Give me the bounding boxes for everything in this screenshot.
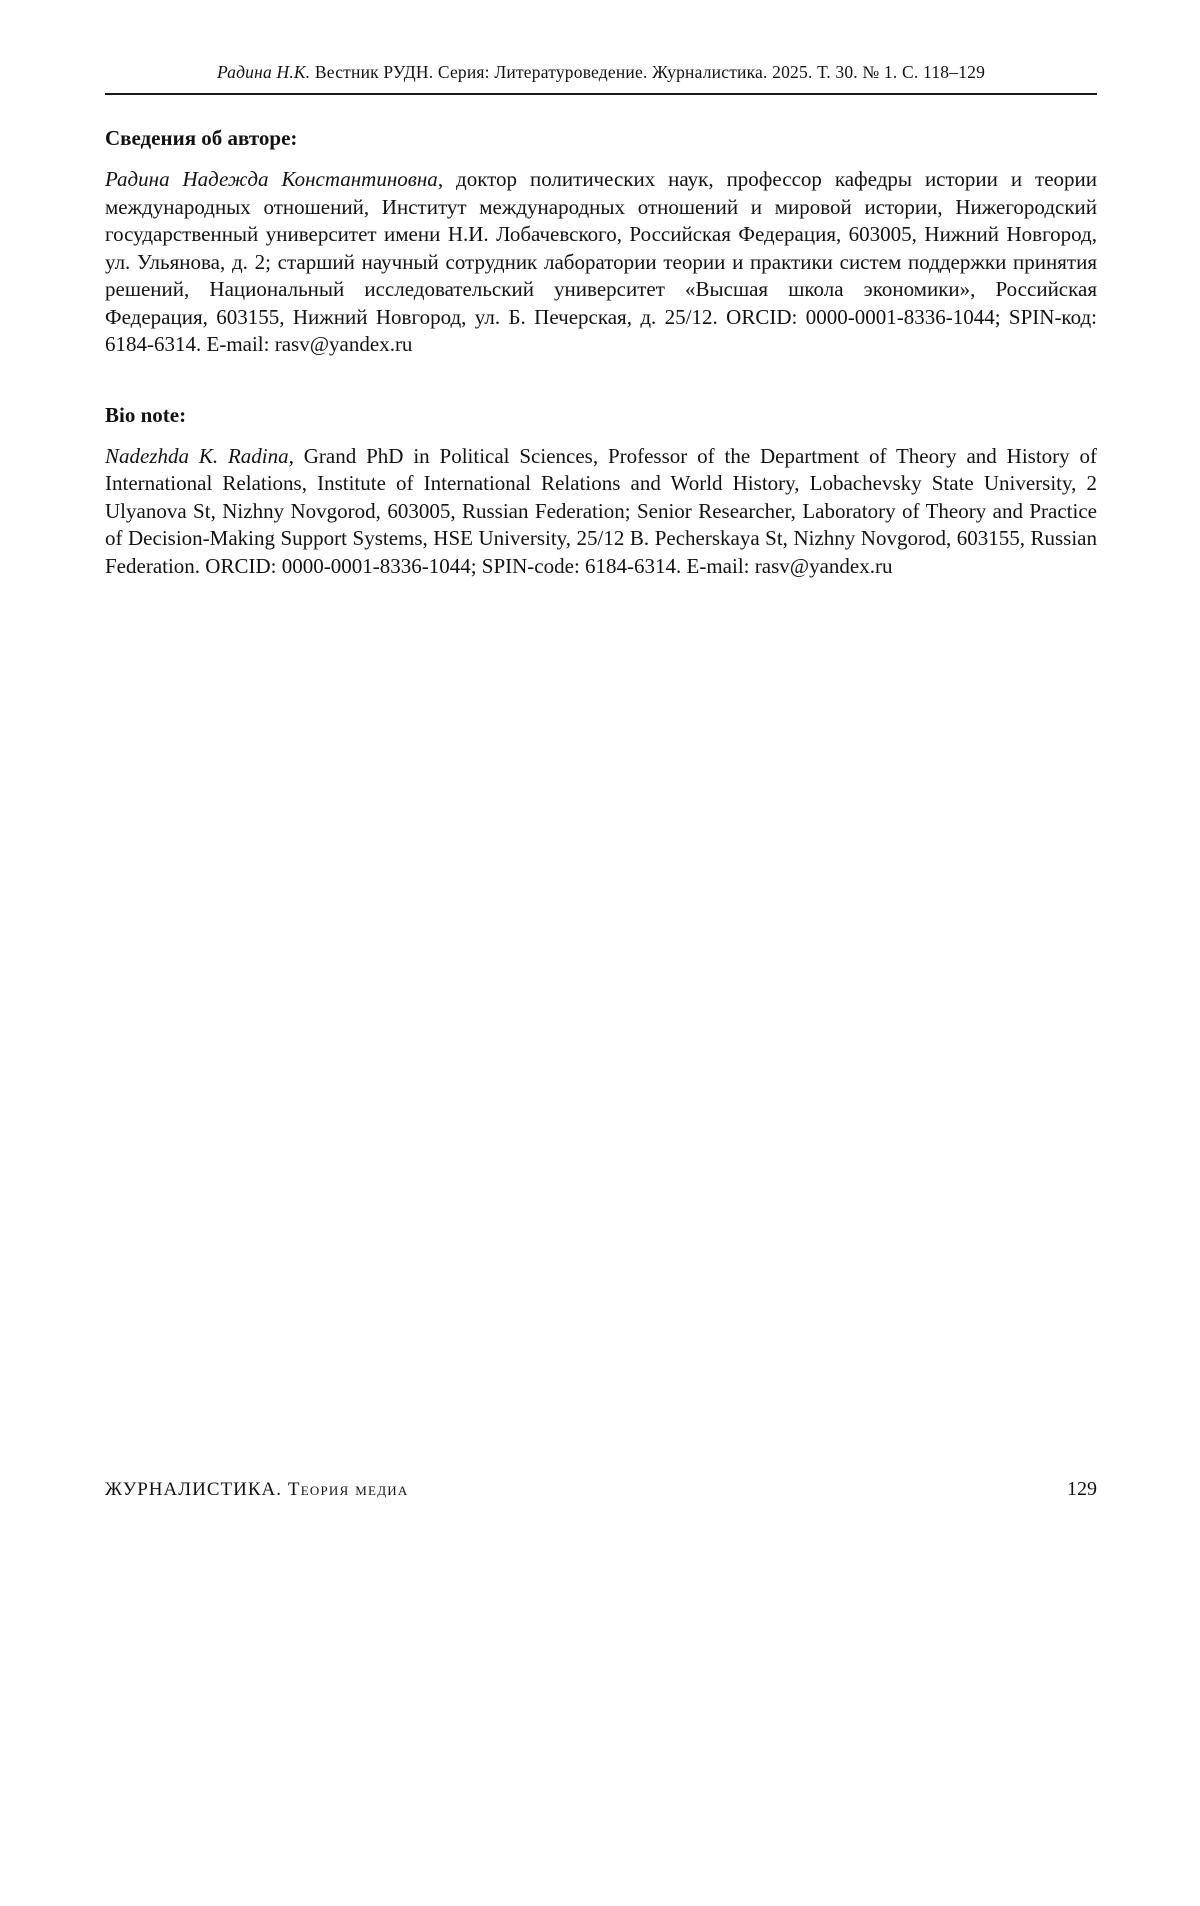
page-content [105, 0, 1097, 580]
author-bio-ru-text: , доктор политических наук, профессор кафедры истории и теории международных отношений, Институт международных отношений и мировой истории, Нижегородский государственный университет имени Н.И. Лобачевского, Российская Федерация, 603005, Нижний Новгород, ул. Ульянова, д. 2; старший научный сотрудник лаборатории теории и практики систем поддержки принятия решений, Национальный исследовательский университет «Высшая школа экономики», Российская Федерация, 603155, Нижний Новгород, ул. Б. Печерская, д. 25/12. ORCID: 0000-0001-8336-1044; SPIN-код: 6184-6314. E-mail: rasv@yandex.ru [105, 167, 1097, 356]
author-info-block [105, 126, 1097, 580]
section-heading-en: Bio note: [105, 402, 187, 427]
author-name-en: Nadezhda K. Radina [105, 443, 289, 468]
footer-section-sub: Теория медиа [281, 1479, 409, 1500]
running-head-citation: Вестник РУДН. Серия: Литературоведение. Журналистика. 2025. Т. 30. № 1. С. 118–129 [310, 62, 986, 82]
author-name-ru: Радина Надежда Константиновна [105, 167, 438, 191]
running-head-text [105, 62, 1097, 83]
author-bio-ru [105, 166, 1097, 359]
running-head-author: Радина Н.К. [216, 62, 311, 82]
author-bio-en [105, 443, 1097, 581]
section-heading-ru: Сведения об авторе: [105, 126, 298, 150]
header-rule [105, 93, 1097, 95]
author-bio-en-text: , Grand PhD in Political Sciences, Professor of the Department of Theory and History of International Relations, Institute of International Relations and World History, Lobachevsky State University, 2 Ulyanova St, Nizhny Novgorod, 603005, Russian Federation; Senior Researcher, Laboratory of Theory and Practice of Decision-Making Support Systems, HSE University, 25/12 B. Pecherskaya St, Nizhny Novgorod, 603155, Russian Federation. ORCID: 0000-0001-8336-1044; SPIN-code: 6184-6314. E-mail: rasv@yandex.ru [105, 443, 1098, 578]
running-head [105, 0, 1097, 95]
footer-section-title [105, 1479, 408, 1501]
page-number: 129 [1067, 1478, 1097, 1500]
page-footer [105, 1478, 1097, 1501]
footer-section-main: ЖУРНАЛИСТИКА. [105, 1479, 282, 1500]
